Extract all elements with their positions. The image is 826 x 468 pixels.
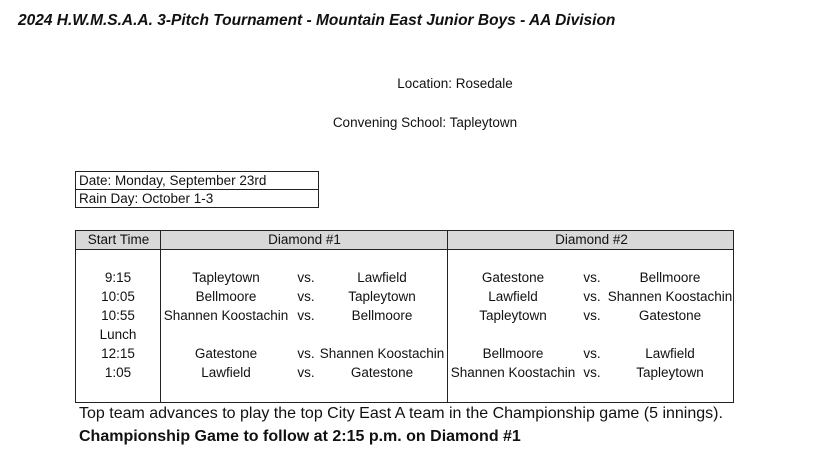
diamond1-team-a: Bellmoore <box>195 289 257 304</box>
table-row <box>76 325 733 344</box>
table-row <box>76 306 733 325</box>
start-time-cell: 1:05 <box>104 365 132 380</box>
table-row <box>76 344 733 363</box>
start-time-cell: 10:55 <box>101 308 135 323</box>
rain-day-cell: Rain Day: October 1-3 <box>76 189 318 207</box>
diamond1-vs: vs. <box>297 346 315 361</box>
start-time-cell: 12:15 <box>101 346 135 361</box>
diamond1-team-b: Tapleytown <box>348 289 416 304</box>
diamond2-team-b: Bellmoore <box>639 270 701 285</box>
header-start-time: Start Time <box>87 232 150 247</box>
table-row <box>76 268 733 287</box>
diamond2-vs: vs. <box>583 289 601 304</box>
championship-note: Championship Game to follow at 2:15 p.m. on Diamond #1 <box>79 428 521 445</box>
diamond2-team-a: Bellmoore <box>482 346 544 361</box>
diamond1-team-b: Gatestone <box>350 365 414 380</box>
table-row <box>76 363 733 382</box>
date-info-box <box>75 171 319 208</box>
date-cell: Date: Monday, September 23rd <box>79 173 267 188</box>
schedule-header-row <box>76 231 733 250</box>
diamond1-team-a: Shannen Koostachin <box>163 308 289 323</box>
diamond1-team-a: Tapleytown <box>192 270 260 285</box>
diamond2-vs: vs. <box>583 346 601 361</box>
start-time-cell: 10:05 <box>101 289 135 304</box>
diamond1-vs: vs. <box>297 289 315 304</box>
diamond1-vs: vs. <box>297 365 315 380</box>
diamond2-team-a: Shannen Koostachin <box>450 365 576 380</box>
header-diamond-2: Diamond #2 <box>555 232 628 247</box>
diamond1-team-a: Gatestone <box>194 346 258 361</box>
diamond1-vs: vs. <box>297 308 315 323</box>
diamond2-vs: vs. <box>583 308 601 323</box>
diamond2-team-a: Lawfield <box>488 289 538 304</box>
diamond1-team-b: Shannen Koostachin <box>319 346 445 361</box>
diamond2-team-b: Tapleytown <box>636 365 704 380</box>
schedule-table <box>75 230 734 403</box>
header-diamond-1: Diamond #1 <box>268 232 341 247</box>
diamond1-vs: vs. <box>297 270 315 285</box>
page-title: 2024 H.W.M.S.A.A. 3-Pitch Tournament - Mountain East Junior Boys - AA Division <box>18 12 616 29</box>
start-time-cell: Lunch <box>99 327 137 342</box>
convening-school-text: Convening School: Tapleytown <box>332 115 518 130</box>
start-time-cell: 9:15 <box>104 270 132 285</box>
advance-note: Top team advances to play the top City East A team in the Championship game (5 innings). <box>79 405 723 422</box>
diamond2-team-a: Gatestone <box>481 270 545 285</box>
diamond2-vs: vs. <box>583 270 601 285</box>
diamond2-team-b: Gatestone <box>638 308 702 323</box>
diamond2-team-b: Lawfield <box>645 346 695 361</box>
diamond1-team-b: Lawfield <box>357 270 407 285</box>
table-row <box>76 287 733 306</box>
diamond2-team-b: Shannen Koostachin <box>607 289 733 304</box>
diamond1-team-b: Bellmoore <box>351 308 413 323</box>
diamond1-team-a: Lawfield <box>201 365 251 380</box>
diamond2-vs: vs. <box>583 365 601 380</box>
location-text: Location: Rosedale <box>397 76 513 91</box>
diamond2-team-a: Tapleytown <box>479 308 547 323</box>
